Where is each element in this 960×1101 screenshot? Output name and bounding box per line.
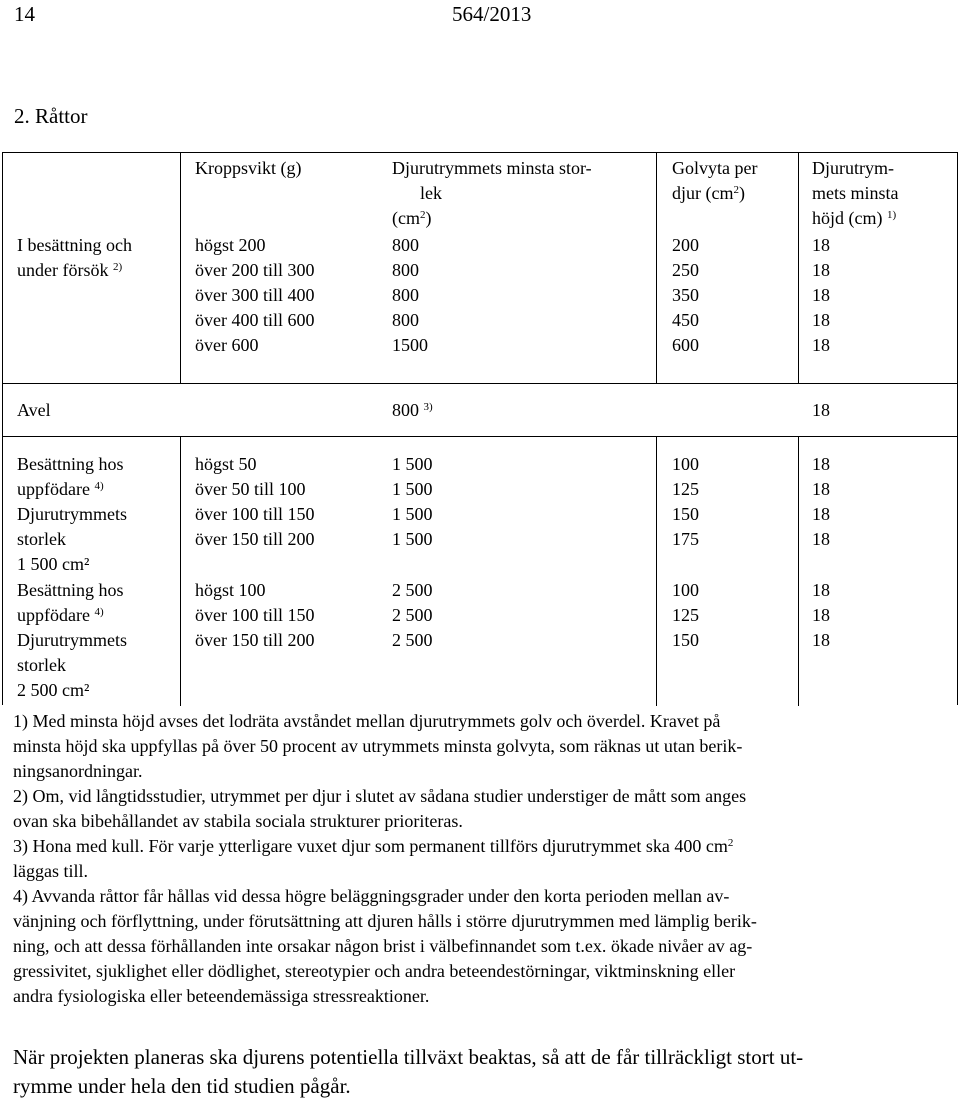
footnote-4-line5: andra fysiologiska eller beteendemässiga stressreaktioner. (13, 986, 430, 1006)
section-title: 2. Råttor (14, 104, 88, 128)
group3-height: 18 18 18 (812, 580, 830, 650)
document-reference: 564/2013 (452, 2, 532, 26)
footnote-4-line4: gressivitet, sjuklighet eller dödlighet, stereotypier och andra beteendestörningar, viktminskning eller (13, 961, 736, 981)
group2-weights: högst 50 över 50 till 100 över 100 till 150 över 150 till 200 (195, 454, 315, 549)
group1-sizes: 800 800 800 800 1500 (392, 235, 428, 355)
group3-weights: högst 100 över 100 till 150 över 150 till 200 (195, 580, 315, 650)
avel-height: 18 (812, 400, 830, 420)
group1-height: 18 18 18 18 18 (812, 235, 830, 355)
avel-size: 800 $^{3)}$ (392, 400, 433, 420)
group1-floor: 200 250 350 450 600 (672, 235, 699, 355)
footnote-4-line2: vänjning och förflyttning, under förutsättning att djuren hålls i större djurutrymmen med lämplig berik- (13, 911, 757, 931)
closing-line2: rymme under hela den tid studien pågår. (13, 1074, 351, 1098)
row-label-group3: Besättning hos uppfödare $^{4)}$ Djurutrymmets storlek 2 500 cm² (17, 580, 127, 700)
column-header-min-size: Djurutrymmets minsta stor- lek $(cm^2)$ (392, 158, 592, 228)
row-label-group2: Besättning hos uppfödare $^{4)}$ Djurutrymmets storlek 1 500 cm² (17, 454, 127, 574)
footnote-1-line2: minsta höjd ska uppfyllas på över 50 procent av utrymmets minsta golvyta, som räknas ut utan berik- (13, 736, 743, 756)
footnote-2-line2: ovan ska bibehållandet av stabila sociala strukturer prioriteras. (13, 811, 463, 831)
group2-floor: 100 125 150 175 (672, 454, 699, 549)
closing-paragraph (13, 1043, 948, 1101)
row-label-group1: I besättning och under försök $^{2)}$ (17, 235, 132, 280)
closing-line1: När projekten planeras ska djurens potentiella tillväxt beaktas, så att de får tillräckligt stort ut- (13, 1045, 804, 1069)
footnote-4-line3: ning, och att dessa förhållanden inte orsakar någon brist i välbefinnandet som t.ex. ökade nivåer av ag- (13, 936, 753, 956)
column-header-body-weight: Kroppsvikt (g) (195, 158, 302, 178)
footnote-3-line1: 3) Hona med kull. För varje ytterligare vuxet djur som permanent tillförs djurutrymmet ska 400 $cm^2$ (13, 836, 734, 856)
footnotes (13, 709, 948, 1009)
column-header-floor-area: Golvyta per djur $(cm^2)$ (672, 158, 758, 203)
group1-weights: högst 200 över 200 till 300 över 300 till 400 över 400 till 600 över 600 (195, 235, 315, 355)
row-label-avel: Avel (17, 400, 51, 420)
footnote-1-line3: ningsanordningar. (13, 761, 143, 781)
group3-floor: 100 125 150 (672, 580, 699, 650)
footnote-2-line1: 2) Om, vid långtidsstudier, utrymmet per djur i slutet av sådana studier understiger de mått som anges (13, 786, 747, 806)
footnote-4-line1: 4) Avvanda råttor får hållas vid dessa högre beläggningsgrader under den korta perioden mellan av- (13, 886, 730, 906)
footnote-1-line1: 1) Med minsta höjd avses det lodräta avståndet mellan djurutrymmets golv och överdel. Kravet på (13, 711, 721, 731)
footnote-3-line2: läggas till. (13, 861, 88, 881)
page-number: 14 (14, 2, 35, 26)
column-header-min-height: Djurutrym- mets minsta höjd (cm) $^{1)}$ (812, 158, 899, 228)
group2-height: 18 18 18 18 (812, 454, 830, 549)
group3-sizes: 2 500 2 500 2 500 (392, 580, 433, 650)
group2-sizes: 1 500 1 500 1 500 1 500 (392, 454, 433, 549)
